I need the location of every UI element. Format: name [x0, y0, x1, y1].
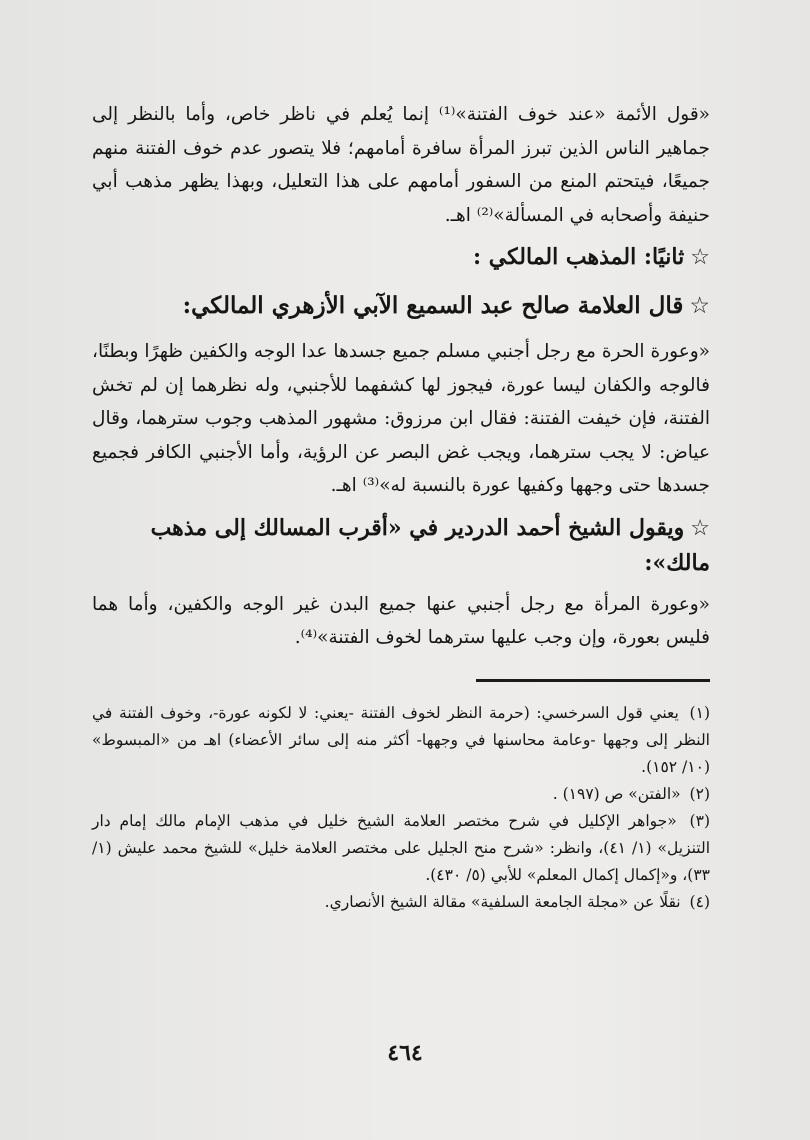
footnote-divider [476, 679, 710, 682]
heading-dardir-text: ويقول الشيخ أحمد الدردير في «أقرب المسالك إلى مذهب مالك»: [150, 514, 710, 576]
footnote-3-text: «جواهر الإكليل في شرح مختصر العلامة الشيخ خليل في مذهب الإمام مالك إمام دار التنزيل» (١/ ٤١)، وانظر: «شرح منح الجليل على مختصر العلامة خليل» للشيخ محمد عليش (١/ ٣٣)، و«إكمال إكمال المعلم» للأبي (٥/ ٤٣٠). [92, 811, 711, 884]
footnote-2-number: (٢) [689, 784, 710, 803]
heading-abi-text: قال العلامة صالح عبد السميع الآبي الأزهري المالكي: [182, 292, 684, 319]
footnotes-section [92, 700, 710, 916]
heading-abi-quote [92, 289, 710, 323]
footnote-4-number: (٤) [689, 892, 710, 911]
heading-maliki-school [92, 240, 710, 275]
heading-maliki-text: ثانيًا: المذهب المالكي : [473, 244, 685, 270]
star-icon: ☆ [689, 293, 710, 319]
footnote-3-number: (٣) [689, 811, 710, 830]
page-number: ٤٦٤ [387, 1040, 423, 1066]
footnote-2 [92, 781, 710, 808]
star-icon: ☆ [690, 245, 710, 270]
footnote-1-number: (١) [689, 703, 710, 722]
page-body [92, 98, 710, 916]
footnote-4-text: نقلًا عن «مجلة الجامعة السلفية» مقالة الشيخ الأنصاري. [324, 892, 681, 911]
star-icon: ☆ [690, 515, 710, 541]
footnote-1-text: يعني قول السرخسي: (حرمة النظر لخوف الفتنة -يعني: لا لكونه عورة-، وخوف الفتنة في النظر إلى وجهها -وعامة محاسنها في وجهها- أكثر منه إلى سائر الأعضاء) اهـ من «المبسوط» (١٠/ ١٥٢). [92, 703, 710, 776]
footnote-4 [92, 889, 710, 916]
footnote-3 [92, 808, 710, 889]
paragraph-dardir-quote: «وعورة المرأة مع رجل أجنبي عنها جميع البدن غير الوجه والكفين، وأما هما فليس بعورة، وإن وجب عليها سترهما لخوف الفتنة»⁽⁴⁾. [92, 593, 710, 648]
paragraph-hanafi-quote: «قول الأئمة «عند خوف الفتنة»⁽¹⁾ إنما يُعلم في ناظر خاص، وأما بالنظر إلى جماهير الناس الذين تبرز المرأة سافرة أمامهم؛ فلا يتصور عدم خوف الفتنة منهم جميعًا، فيتحتم المنع من السفور أمامهم على هذا التعليل، وبهذا يظهر مذهب أبي حنيفة وأصحابه في المسألة»⁽²⁾ اهـ. [92, 104, 710, 226]
footnote-2-text: «الفتن» ص (١٩٧) . [552, 784, 681, 803]
footnote-1 [92, 700, 710, 781]
heading-dardir-quote [92, 511, 710, 580]
paragraph-abi-quote: «وعورة الحرة مع رجل أجنبي مسلم جميع جسدها عدا الوجه والكفين ظهرًا وبطنًا، فالوجه والكفان ليسا عورة، فيجوز لها كشفهما للأجنبي، وله نظرهما إن لم تخش الفتنة، فإن خيفت الفتنة: فقال ابن مرزوق: مشهور المذهب وجوب سترهما، وقال عياض: لا يجب سترهما، ويجب غض البصر عن الرؤية، وأما الأجنبي الكافر فجميع جسدها حتى وجهها وكفيها عورة بالنسبة له»⁽³⁾ اهـ. [92, 341, 710, 496]
